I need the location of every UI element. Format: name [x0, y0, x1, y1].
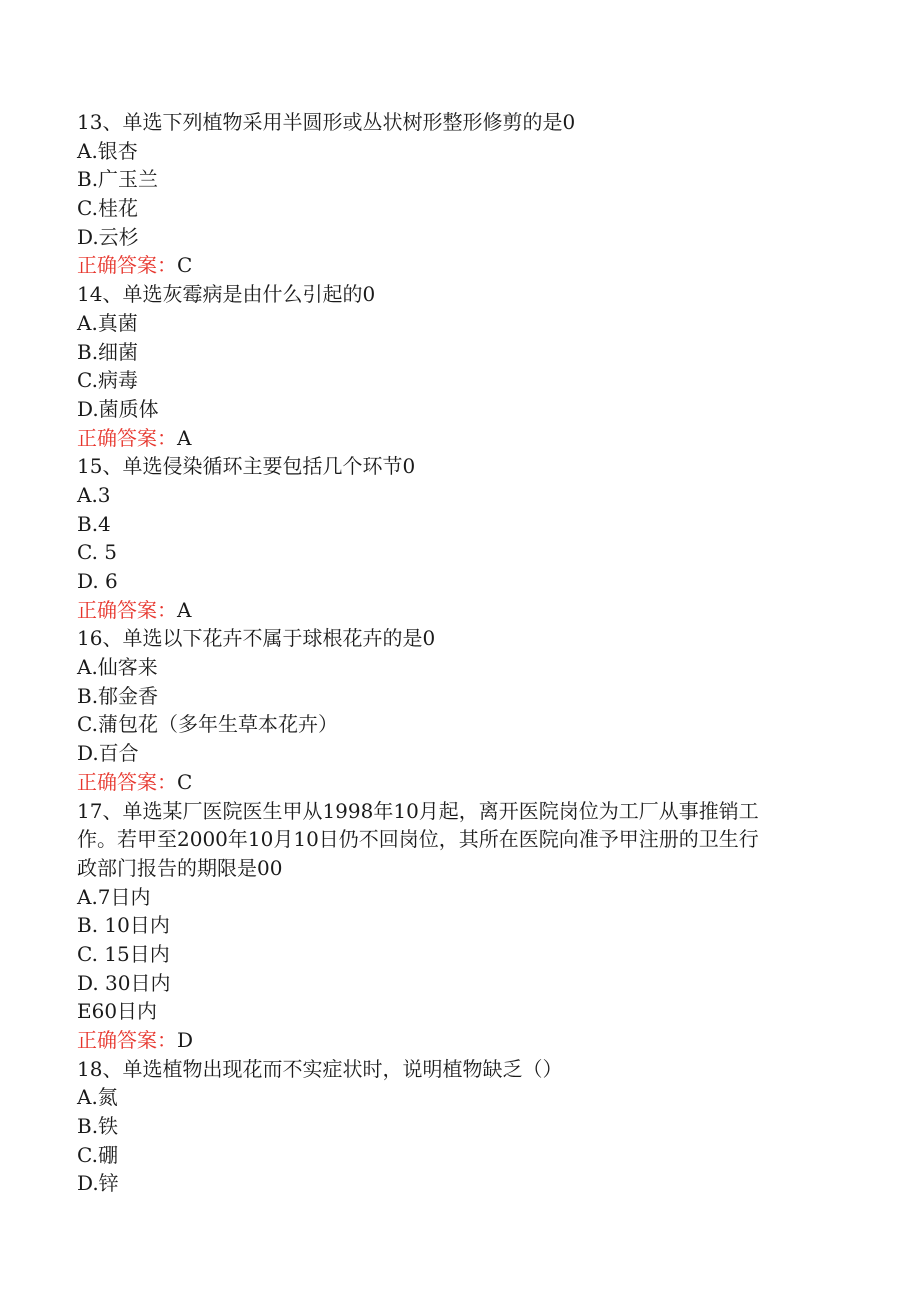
question-18-option-b: B.铁 [77, 1114, 119, 1139]
question-14-answer [77, 424, 857, 453]
question-14-option-b: B.细菌 [77, 339, 139, 364]
question-16-option-d: D.百合 [77, 741, 139, 766]
question-18-option-c: C.硼 [77, 1142, 118, 1167]
question-13-option-b: B.广玉兰 [77, 167, 159, 192]
question-17-option-a: A.7日内 [77, 884, 151, 909]
question-16-stem: 16、单选以下花卉不属于球根花卉的是0 [77, 626, 436, 651]
answer-label: 正确答案： [77, 253, 177, 278]
question-16-option-a: A.仙客来 [77, 655, 158, 680]
answer-value: D [177, 1028, 194, 1052]
question-14-option-d: D.菌质体 [77, 396, 159, 421]
question-17-option-d: D. 30日内 [77, 970, 171, 995]
question-17-answer [77, 1026, 857, 1055]
answer-label: 正确答案： [77, 597, 177, 622]
answer-value: A [177, 425, 192, 450]
question-13-option-a: A.银杏 [77, 138, 138, 163]
question-13-option-c: C.桂花 [77, 196, 138, 221]
question-14-option-c: C.病毒 [77, 368, 138, 393]
answer-value: C [177, 769, 193, 794]
question-14-stem: 14、单选灰霉病是由什么引起的0 [77, 282, 376, 307]
question-14-option-a: A.真菌 [77, 310, 138, 335]
question-17-stem-line-1: 17、单选某厂医院医生甲从1998年10月起，离开医院岗位为工厂从事推销工 [77, 798, 759, 823]
question-16-option-b: B.郁金香 [77, 683, 159, 708]
question-17-stem-line-2: 作。若甲至2000年10月10日仍不回岗位，其所在医院向准予甲注册的卫生行 [77, 827, 759, 852]
document-page [77, 108, 857, 1198]
question-18-option-d: D.锌 [77, 1171, 119, 1196]
question-13-stem: 13、单选下列植物采用半圆形或丛状树形整形修剪的是0 [77, 110, 576, 134]
question-15-option-d: D. 6 [77, 569, 118, 593]
question-13-answer [77, 251, 857, 280]
question-17-option-b: B. 10日内 [77, 913, 170, 938]
answer-label: 正确答案： [77, 769, 177, 794]
question-16-answer [77, 768, 857, 797]
question-16-option-c: C.蒲包花（多年生草本花卉） [77, 712, 338, 737]
question-15-option-b: B.4 [77, 511, 111, 536]
question-15-stem: 15、单选侵染循环主要包括几个环节0 [77, 454, 416, 479]
answer-label: 正确答案： [77, 425, 177, 450]
question-13-option-d: D.云杉 [77, 224, 139, 249]
question-17-option-c: C. 15日内 [77, 941, 170, 966]
question-17-stem-line-3: 政部门报告的期限是00 [77, 855, 283, 880]
question-15-option-c: C. 5 [77, 540, 118, 565]
question-17-option-e: E60日内 [77, 999, 158, 1024]
question-18-option-a: A.氮 [77, 1085, 118, 1110]
answer-value: A [177, 597, 192, 622]
question-15-option-a: A.3 [77, 482, 111, 507]
question-18-stem: 18、单选植物出现花而不实症状时，说明植物缺乏（） [77, 1056, 563, 1081]
answer-label: 正确答案： [77, 1028, 177, 1052]
question-15-answer [77, 596, 857, 625]
answer-value: C [177, 253, 193, 278]
